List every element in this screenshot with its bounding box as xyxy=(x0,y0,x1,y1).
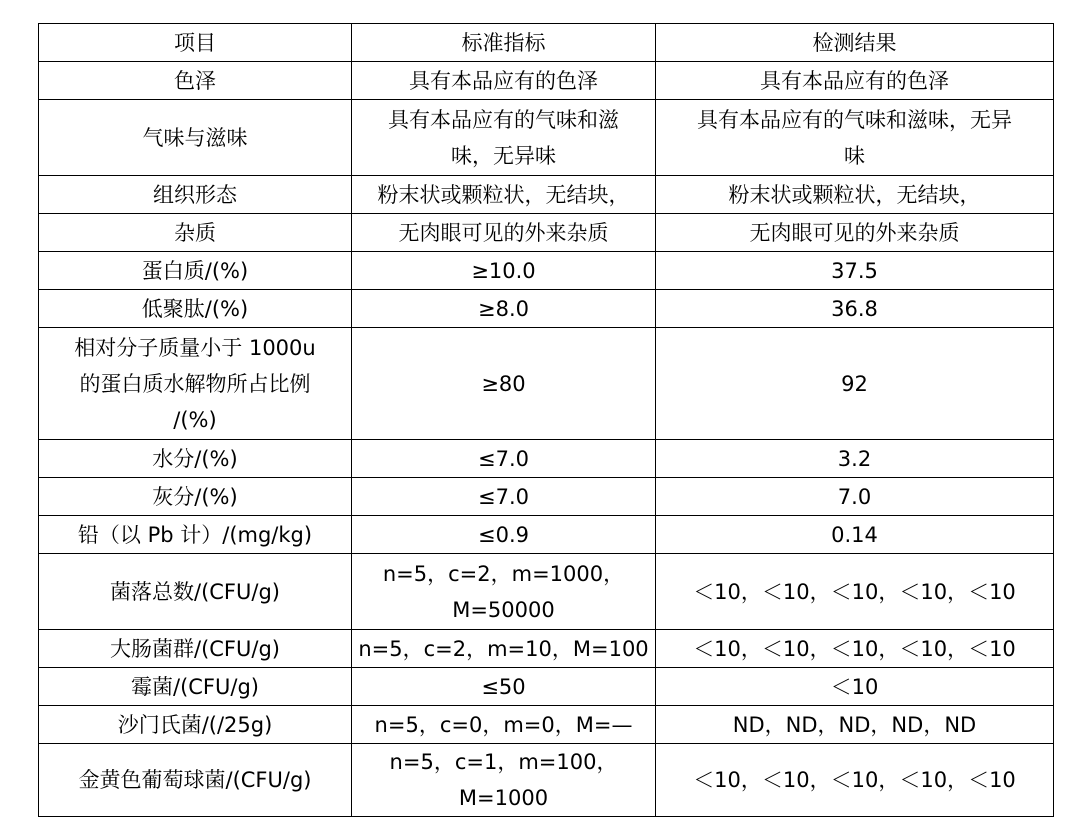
standard-text: n=5，c=2，m=1000， M=50000 xyxy=(382,561,625,622)
table-row xyxy=(39,478,1054,516)
result-cell xyxy=(656,252,1054,290)
header-standard-label: 标准指标 xyxy=(461,30,546,55)
standard-cell xyxy=(352,630,656,668)
result-text: 7.0 xyxy=(837,484,872,509)
header-result xyxy=(656,24,1054,62)
header-item-label: 项目 xyxy=(174,30,216,55)
result-text: ＜10 xyxy=(830,674,879,699)
table-row xyxy=(39,554,1054,630)
item-text: 霉菌/(CFU/g) xyxy=(131,674,259,699)
standard-text: ≤0.9 xyxy=(478,522,529,547)
item-cell xyxy=(39,554,352,630)
result-cell xyxy=(656,630,1054,668)
result-text: ＜10，＜10，＜10，＜10，＜10 xyxy=(693,636,1016,661)
standard-cell xyxy=(352,328,656,440)
standard-text: ≥10.0 xyxy=(471,258,536,283)
item-text: 灰分/(%) xyxy=(152,484,238,509)
standard-cell xyxy=(352,668,656,706)
item-text: 组织形态 xyxy=(153,182,237,207)
item-cell xyxy=(39,100,352,176)
item-cell xyxy=(39,478,352,516)
item-text: 低聚肽/(%) xyxy=(141,296,249,321)
item-cell xyxy=(39,290,352,328)
standard-text: ≤50 xyxy=(481,674,526,699)
result-cell xyxy=(656,290,1054,328)
item-text: 气味与滋味 xyxy=(142,125,248,150)
quality-spec-table xyxy=(38,23,1054,817)
result-text: 36.8 xyxy=(831,296,878,321)
standard-cell xyxy=(352,706,656,744)
standard-text: 具有本品应有的色泽 xyxy=(409,68,598,93)
standard-text: 粉末状或颗粒状，无结块， xyxy=(377,182,630,207)
result-cell xyxy=(656,214,1054,252)
item-text: 杂质 xyxy=(174,220,216,245)
table-row xyxy=(39,706,1054,744)
table-row xyxy=(39,668,1054,706)
table-row xyxy=(39,516,1054,554)
result-text: 粉末状或颗粒状，无结块， xyxy=(728,182,981,207)
standard-cell xyxy=(352,100,656,176)
table-row xyxy=(39,252,1054,290)
result-text: 3.2 xyxy=(837,446,872,471)
item-text: 水分/(%) xyxy=(152,446,238,471)
result-cell xyxy=(656,554,1054,630)
item-text: 大肠菌群/(CFU/g) xyxy=(110,636,280,661)
header-standard xyxy=(352,24,656,62)
standard-cell xyxy=(352,290,656,328)
item-cell xyxy=(39,328,352,440)
table-header-row xyxy=(39,24,1054,62)
item-cell xyxy=(39,630,352,668)
result-cell xyxy=(656,328,1054,440)
item-cell xyxy=(39,440,352,478)
result-text: ＜10，＜10，＜10，＜10，＜10 xyxy=(693,768,1016,792)
standard-cell xyxy=(352,554,656,630)
result-cell xyxy=(656,744,1054,817)
result-cell xyxy=(656,478,1054,516)
item-cell xyxy=(39,706,352,744)
item-text: 蛋白质/(%) xyxy=(141,258,249,283)
table-row xyxy=(39,176,1054,214)
item-cell xyxy=(39,252,352,290)
table-row xyxy=(39,100,1054,176)
standard-text: ≤7.0 xyxy=(478,484,529,509)
standard-text: n=5，c=0，m=0，M=— xyxy=(374,712,633,737)
result-text: 无肉眼可见的外来杂质 xyxy=(749,220,960,245)
table-row xyxy=(39,744,1054,817)
item-text: 铅（以 Pb 计）/(mg/kg) xyxy=(77,522,313,547)
item-cell xyxy=(39,214,352,252)
standard-text: 无肉眼可见的外来杂质 xyxy=(398,220,609,245)
standard-cell xyxy=(352,744,656,817)
standard-text: ≤7.0 xyxy=(478,446,529,471)
standard-cell xyxy=(352,176,656,214)
result-cell xyxy=(656,176,1054,214)
standard-text: n=5，c=1，m=100，M=1000 xyxy=(389,750,618,810)
table-row xyxy=(39,630,1054,668)
item-cell xyxy=(39,668,352,706)
table-row xyxy=(39,62,1054,100)
standard-text: ≥80 xyxy=(481,371,526,396)
table-row xyxy=(39,328,1054,440)
item-text: 菌落总数/(CFU/g) xyxy=(110,579,280,604)
result-cell xyxy=(656,440,1054,478)
table-row xyxy=(39,440,1054,478)
result-cell xyxy=(656,100,1054,176)
result-cell xyxy=(656,668,1054,706)
standard-cell xyxy=(352,62,656,100)
result-text: 37.5 xyxy=(831,258,878,283)
result-text: 92 xyxy=(841,371,868,396)
result-text: ＜10，＜10，＜10，＜10，＜10 xyxy=(693,579,1016,604)
result-cell xyxy=(656,516,1054,554)
item-text: 沙门氏菌/(/25g) xyxy=(117,712,273,737)
standard-cell xyxy=(352,478,656,516)
standard-text: n=5，c=2，m=10，M=100 xyxy=(358,636,649,661)
result-text: 0.14 xyxy=(831,522,878,547)
result-cell xyxy=(656,706,1054,744)
item-cell xyxy=(39,744,352,817)
item-cell xyxy=(39,62,352,100)
result-text: 具有本品应有的气味和滋味，无异 味 xyxy=(697,107,1012,168)
header-item xyxy=(39,24,352,62)
standard-text: 具有本品应有的气味和滋 味，无异味 xyxy=(388,107,619,168)
table-row xyxy=(39,214,1054,252)
result-cell xyxy=(656,62,1054,100)
standard-cell xyxy=(352,440,656,478)
header-result-label: 检测结果 xyxy=(812,30,897,55)
standard-text: ≥8.0 xyxy=(478,296,529,321)
item-text: 色泽 xyxy=(174,68,216,93)
item-cell xyxy=(39,176,352,214)
standard-cell xyxy=(352,516,656,554)
table-row xyxy=(39,290,1054,328)
item-cell xyxy=(39,516,352,554)
standard-cell xyxy=(352,214,656,252)
result-text: 具有本品应有的色泽 xyxy=(760,68,949,93)
result-text: ND，ND，ND，ND，ND xyxy=(732,712,977,737)
item-text: 相对分子质量小于 1000u 的蛋白质水解物所占比例 /(%) xyxy=(74,335,316,432)
item-text: 金黄色葡萄球菌/(CFU/g) xyxy=(78,768,312,792)
standard-cell xyxy=(352,252,656,290)
